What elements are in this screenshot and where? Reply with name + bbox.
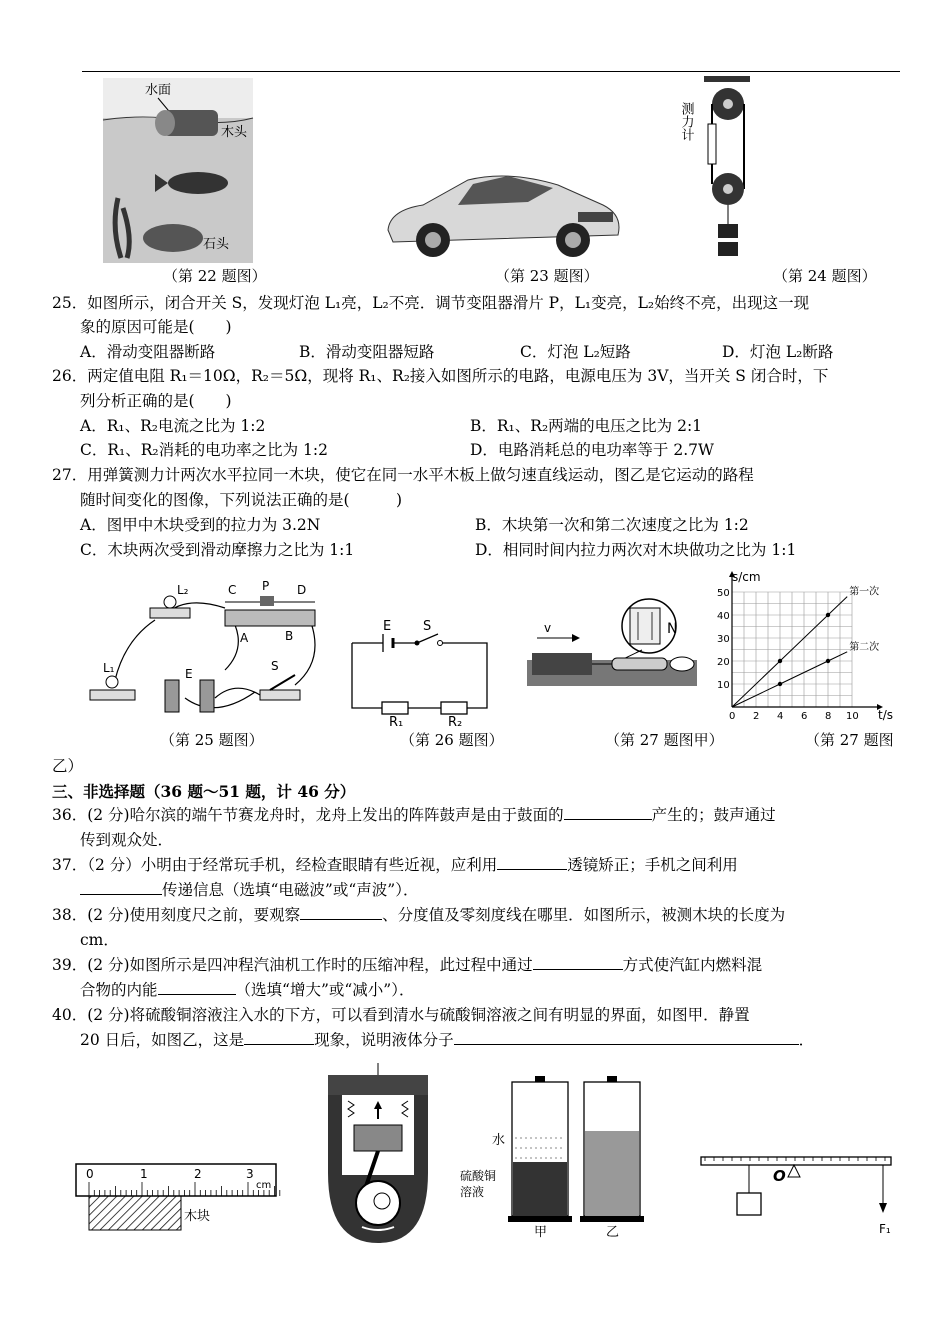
caption-27b-tail: 乙）	[52, 757, 84, 775]
fig25-C: C	[228, 583, 237, 597]
figure-40-cylinders	[460, 1076, 660, 1240]
chart-y-tick-label: 40	[717, 611, 730, 622]
chart-x-tick-label: 2	[753, 711, 760, 722]
q27-stem-line1: 27．用弹簧测力计两次水平拉同一木块，使它在同一水平木板上做匀速直线运动，图乙是它运动的路程	[52, 466, 754, 484]
q37-line1	[52, 853, 738, 878]
fig40-jia-label: 甲	[534, 1225, 548, 1240]
chart-x-tick-label: 8	[825, 711, 832, 722]
q26-option-d[interactable]: D．电路消耗总的电功率等于 2.7W	[470, 441, 714, 459]
figure-26-circuit	[345, 618, 495, 728]
ruler-tick-3: 3	[246, 1167, 254, 1181]
section-3-heading: 三、非选择题（36 题～51 题，计 46 分）	[52, 782, 356, 801]
q36-blank-1[interactable]	[564, 805, 652, 820]
chart-x-tick-label: 4	[777, 711, 784, 722]
q25-option-d[interactable]: D．灯泡 L₂断路	[722, 343, 834, 361]
caption-23: （第 23 题图）	[495, 267, 599, 285]
fig27a-N: N	[667, 621, 678, 637]
caption-27a: （第 27 题图甲）	[605, 731, 724, 749]
q26-option-a[interactable]: A．R₁、R₂电流之比为 1:2	[80, 417, 266, 435]
fig25-A: A	[240, 631, 249, 645]
figure-27a-block	[522, 598, 702, 693]
q36-text-b: 产生的；鼓声通过	[651, 806, 776, 824]
wood-label: 木头	[221, 125, 248, 140]
figure-38-ruler	[74, 1162, 284, 1232]
q40-blank-1[interactable]	[244, 1030, 314, 1045]
q25-stem-line2: 象的原因可能是( )	[80, 318, 232, 336]
figure-lever	[697, 1143, 897, 1243]
fig25-D: D	[297, 583, 307, 597]
water-label: 水面	[145, 83, 172, 98]
chart-series-label: 第一次	[849, 586, 880, 598]
q39-text-d: （选填“增大”或“减小”）．	[235, 981, 415, 999]
q40-line1: 40．(2 分)将硫酸铜溶液注入水的下方，可以看到清水与硫酸铜溶液之间有明显的界面，如图甲．静置	[52, 1006, 750, 1024]
fig40-cuso4-label-1: 硫酸铜	[460, 1169, 497, 1183]
fig25-L2: L₂	[177, 583, 189, 597]
caption-22: （第 22 题图）	[163, 267, 267, 285]
q38-blank-1[interactable]	[300, 905, 382, 920]
figure-25-circuit	[85, 580, 325, 725]
chart-point	[778, 659, 782, 663]
fig25-P: P	[262, 579, 270, 593]
fig25-S: S	[271, 659, 279, 673]
q38-line1	[52, 903, 785, 928]
chart-y-tick-label: 20	[717, 657, 730, 668]
chart-y-tick-label: 50	[717, 588, 730, 599]
chart-point	[826, 613, 830, 617]
q39-text-c: 合物的内能	[80, 981, 158, 999]
q37-text-b: 透镜矫正；手机之间利用	[567, 856, 738, 874]
ruler-tick-2: 2	[194, 1167, 202, 1181]
chart-y-axis-label: s/cm	[732, 570, 761, 584]
q36-line2: 传到观众处．	[80, 831, 174, 849]
q36-line1	[52, 803, 776, 828]
q39-blank-2[interactable]	[158, 980, 236, 995]
q26-stem-line1: 26．两定值电阻 R₁＝10Ω，R₂＝5Ω，现将 R₁、R₂接入如图所示的电路，电源电压为 3V，当开关 S 闭合时，下	[52, 367, 829, 385]
q40-text-b: 现象，说明液体分子	[314, 1031, 454, 1049]
q27-option-a[interactable]: A．图甲中木块受到的拉力为 3.2N	[80, 516, 321, 534]
figure-22	[103, 78, 253, 263]
q40-line2	[80, 1028, 814, 1053]
figure-39-engine	[322, 1063, 434, 1248]
q38-text-a: 38．(2 分)使用刻度尺之前，要观察	[52, 906, 301, 924]
q39-line1	[52, 953, 762, 978]
fig40-yi-label: 乙	[606, 1225, 620, 1240]
ruler-tick-1: 1	[140, 1167, 148, 1181]
q25-option-c[interactable]: C．灯泡 L₂短路	[520, 343, 631, 361]
q37-line2	[80, 878, 418, 903]
figure-24-pulley	[678, 74, 754, 264]
fig25-B: B	[285, 629, 294, 643]
q37-text-c: 传递信息（选填“电磁波”或“声波”）．	[162, 881, 419, 899]
q39-text-b: 方式使汽缸内燃料混	[622, 956, 763, 974]
figure-27b-chart	[710, 567, 910, 727]
q25-option-a[interactable]: A．滑动变阻器断路	[80, 343, 216, 361]
q40-text-c: ．	[798, 1031, 815, 1049]
q37-blank-1[interactable]	[497, 855, 567, 870]
ruler-wood-label: 木块	[184, 1209, 211, 1224]
chart-x-tick-label: 0	[729, 711, 736, 722]
q27-stem-line2: 随时间变化的图像，下列说法正确的是( )	[80, 491, 403, 509]
q37-text-a: 37．（2 分）小明由于经常玩手机，经检查眼睛有些近视，应利用	[52, 856, 498, 874]
caption-25: （第 25 题图）	[160, 731, 264, 749]
fig26-R2: R₂	[448, 715, 463, 730]
q39-text-a: 39．(2 分)如图所示是四冲程汽油机工作时的压缩冲程，此过程中通过	[52, 956, 533, 974]
caption-26: （第 26 题图）	[400, 731, 504, 749]
q37-blank-2[interactable]	[80, 880, 162, 895]
chart-point	[778, 682, 782, 686]
fig26-R1: R₁	[389, 715, 404, 730]
chart-series-label: 第二次	[849, 641, 880, 653]
chart-point	[826, 659, 830, 663]
figure-23-car	[378, 160, 628, 260]
fig26-E: E	[383, 619, 392, 634]
chart-x-tick-label: 6	[801, 711, 808, 722]
fig27a-v: v	[544, 621, 552, 635]
fig25-L1: L₁	[103, 661, 115, 675]
q26-stem-line2: 列分析正确的是( )	[80, 392, 232, 410]
chart-x-tick-label: 10	[846, 711, 859, 722]
fig40-cuso4-label-2: 溶液	[460, 1185, 485, 1199]
chart-y-tick-label: 10	[717, 680, 730, 691]
header-rule	[82, 71, 900, 72]
q39-blank-1[interactable]	[533, 955, 623, 970]
caption-24: （第 24 题图）	[773, 267, 877, 285]
stone-label: 石头	[203, 237, 230, 252]
q40-blank-2[interactable]	[454, 1030, 799, 1045]
fig26-S: S	[423, 619, 432, 634]
q27-option-d[interactable]: D．相同时间内拉力两次对木块做功之比为 1:1	[475, 541, 797, 559]
q25-stem-line1: 25．如图所示，闭合开关 S，发现灯泡 L₁亮，L₂不亮．调节变阻器滑片 P，L₁变亮，L₂始终不亮，出现这一现	[52, 294, 810, 312]
chart-x-axis-label: t/s	[878, 708, 893, 722]
q26-option-b[interactable]: B．R₁、R₂两端的电压之比为 2:1	[470, 417, 703, 435]
q27-option-c[interactable]: C．木块两次受到滑动摩擦力之比为 1:1	[80, 541, 355, 559]
meter-label: 测力计	[678, 102, 694, 141]
ruler-unit: cm	[256, 1180, 272, 1191]
q38-text-b: 、分度值及零刻度线在哪里．如图所示，被测木块的长度为	[382, 906, 786, 924]
fig-lever-O: O	[773, 1167, 786, 1185]
q36-text-a: 36．(2 分)哈尔滨的端午节赛龙舟时，龙舟上发出的阵阵鼓声是由于鼓面的	[52, 806, 564, 824]
chart-y-tick-label: 30	[717, 634, 730, 645]
q38-line2: cm．	[80, 931, 119, 949]
fig-lever-F1: F₁	[879, 1222, 891, 1236]
ruler-tick-0: 0	[86, 1167, 94, 1181]
caption-27b: （第 27 题图	[805, 731, 894, 749]
fig25-E: E	[185, 667, 193, 681]
q25-option-b[interactable]: B．滑动变阻器短路	[299, 343, 435, 361]
q40-text-a: 20 日后，如图乙，这是	[80, 1031, 245, 1049]
chart-series-line	[732, 597, 847, 707]
q27-option-b[interactable]: B．木块第一次和第二次速度之比为 1:2	[475, 516, 749, 534]
fig40-water-label: 水	[492, 1133, 506, 1148]
q39-line2	[80, 978, 414, 1003]
q26-option-c[interactable]: C．R₁、R₂消耗的电功率之比为 1:2	[80, 441, 329, 459]
